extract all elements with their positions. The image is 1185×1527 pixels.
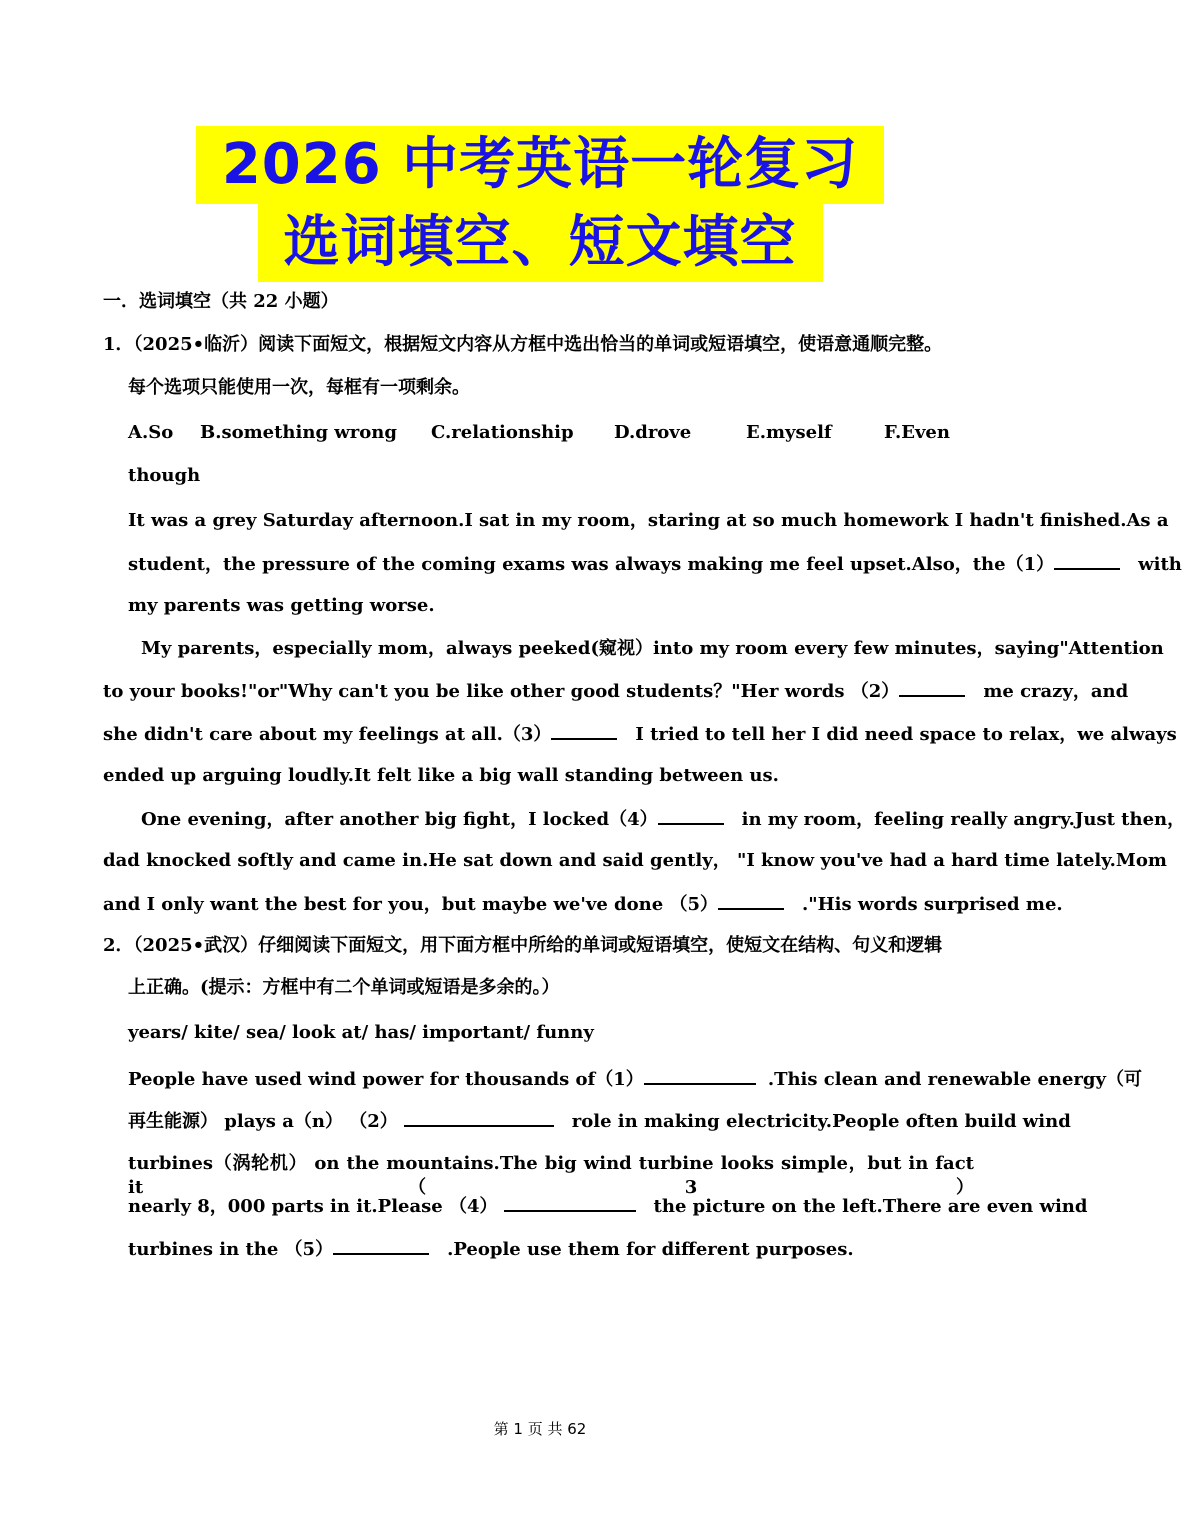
q2-source: （2025•武汉） xyxy=(133,935,259,956)
q1-p1-line2 xyxy=(128,552,1182,577)
q1-p2-text: to your books!"or"Why can't you be like other good students？"Her words （2） xyxy=(103,681,900,702)
q1-p2-line1: My parents，especially mom，always peeked(窥视）into my room every few minutes，saying"Attention xyxy=(141,638,1164,659)
q1-instruction: 阅读下面短文，根据短文内容从方框中选出恰当的单词或短语填空，使语意通顺完整。 xyxy=(258,334,943,355)
q2-line3 xyxy=(128,1152,974,1200)
title-line-1: 2026 中考英语一轮复习 xyxy=(196,126,884,204)
q2-word-box: years/ kite/ sea/ look at/ has/ important/ funny xyxy=(128,1022,594,1043)
q2-text-5: turbines in the （5） xyxy=(128,1239,334,1260)
q2-line4 xyxy=(128,1194,1087,1219)
q1-p1-text: student，the pressure of the coming exams was always making me feel upset.Also，the（1） xyxy=(128,554,1055,575)
q1-instruction-line1 xyxy=(103,333,942,357)
q2-blank-2[interactable] xyxy=(404,1109,554,1127)
q2-text-5-after: .People use them for different purposes. xyxy=(447,1239,854,1260)
q2-blank-5[interactable] xyxy=(333,1237,429,1255)
q1-instruction-line2: 每个选项只能使用一次，每框有一项剩余。 xyxy=(128,377,470,398)
q1-p1-line1: It was a grey Saturday afternoon.I sat in my room，staring at so much homework I hadn't finished.As a xyxy=(128,510,1169,531)
q2-number: 2． xyxy=(103,935,134,956)
q1-p3-line1 xyxy=(141,807,1185,832)
q1-option-e: E.myself xyxy=(746,422,832,443)
q1-p2-text-3-after: I tried to tell her I did need space to relax，we always xyxy=(635,724,1177,745)
q2-text-1-after: .This clean and renewable energy（可 xyxy=(767,1069,1142,1090)
blank-3[interactable] xyxy=(551,722,617,740)
q1-p3-text-after: in my room，feeling really angry.Just then， xyxy=(741,809,1185,830)
q2-text-4: nearly 8，000 parts in it.Please （4） xyxy=(128,1196,498,1217)
q2-instruction-line2: 上正确。(提示：方框中有二个单词或短语是多余的。） xyxy=(128,977,560,998)
q1-p3-line2: dad knocked softly and came in.He sat down and said gently， "I know you've had a hard time lately.Mom xyxy=(103,850,1167,871)
blank-5[interactable] xyxy=(718,892,784,910)
page-footer: 第 1 页 共 62 xyxy=(493,1420,587,1438)
q2-instruction-line1 xyxy=(103,934,942,958)
q2-line1 xyxy=(128,1067,1142,1092)
q2-line2 xyxy=(128,1109,1071,1134)
q2-text-2-after: role in making electricity.People often build wind xyxy=(571,1111,1071,1132)
q1-p3-text-3: and I only want the best for you，but maybe we've done （5） xyxy=(103,894,718,915)
q1-option-d: D.drove xyxy=(614,422,692,443)
q1-source: （2025•临沂） xyxy=(133,334,259,355)
q2-blank-4[interactable] xyxy=(504,1194,636,1212)
q2-text-2: 再生能源） plays a（n） （2） xyxy=(128,1111,398,1132)
q1-option-f: F.Even xyxy=(884,422,950,443)
section-heading: 一．选词填空（共 22 小题） xyxy=(103,291,339,312)
q1-p1-line3: my parents was getting worse. xyxy=(128,595,435,616)
q1-p2-text-after: me crazy，and xyxy=(983,681,1129,702)
q2-instruction: 仔细阅读下面短文，用下面方框中所给的单词或短语填空，使短文在结构、句义和逻辑 xyxy=(258,935,943,956)
q1-p3-line3 xyxy=(103,892,1063,917)
q1-p2-line3 xyxy=(103,722,1177,747)
blank-4[interactable] xyxy=(658,807,724,825)
q2-line5 xyxy=(128,1237,854,1262)
blank-1[interactable] xyxy=(1054,552,1120,570)
q1-p3-text: One evening，after another big fight，I locked（4） xyxy=(141,809,658,830)
document-title xyxy=(0,126,1080,282)
q1-p2-line4: ended up arguing loudly.It felt like a big wall standing between us. xyxy=(103,765,779,786)
q1-p2-text-3: she didn't care about my feelings at all.（3） xyxy=(103,724,552,745)
q1-p1-text-after: with xyxy=(1138,554,1182,575)
title-line-2: 选词填空、短文填空 xyxy=(258,204,823,282)
q1-option-a: A.So xyxy=(128,422,174,443)
blank-2[interactable] xyxy=(899,679,965,697)
q1-option-b: B.something wrong xyxy=(200,422,397,443)
q1-option-c: C.relationship xyxy=(431,422,574,443)
q1-number: 1． xyxy=(103,334,134,355)
q2-text-1: People have used wind power for thousands of（1） xyxy=(128,1069,644,1090)
q2-blank-1[interactable] xyxy=(644,1067,756,1085)
q2-text-3: turbines（涡轮机） on the mountains.The big wind turbine looks simple，but in fact it （3） xyxy=(128,1153,974,1198)
q1-p3-text-3-after: ."His words surprised me. xyxy=(801,894,1063,915)
q1-p2-line2 xyxy=(103,679,1128,704)
q1-option-wrap: though xyxy=(128,465,201,486)
q2-text-4-after: the picture on the left.There are even wind xyxy=(653,1196,1088,1217)
